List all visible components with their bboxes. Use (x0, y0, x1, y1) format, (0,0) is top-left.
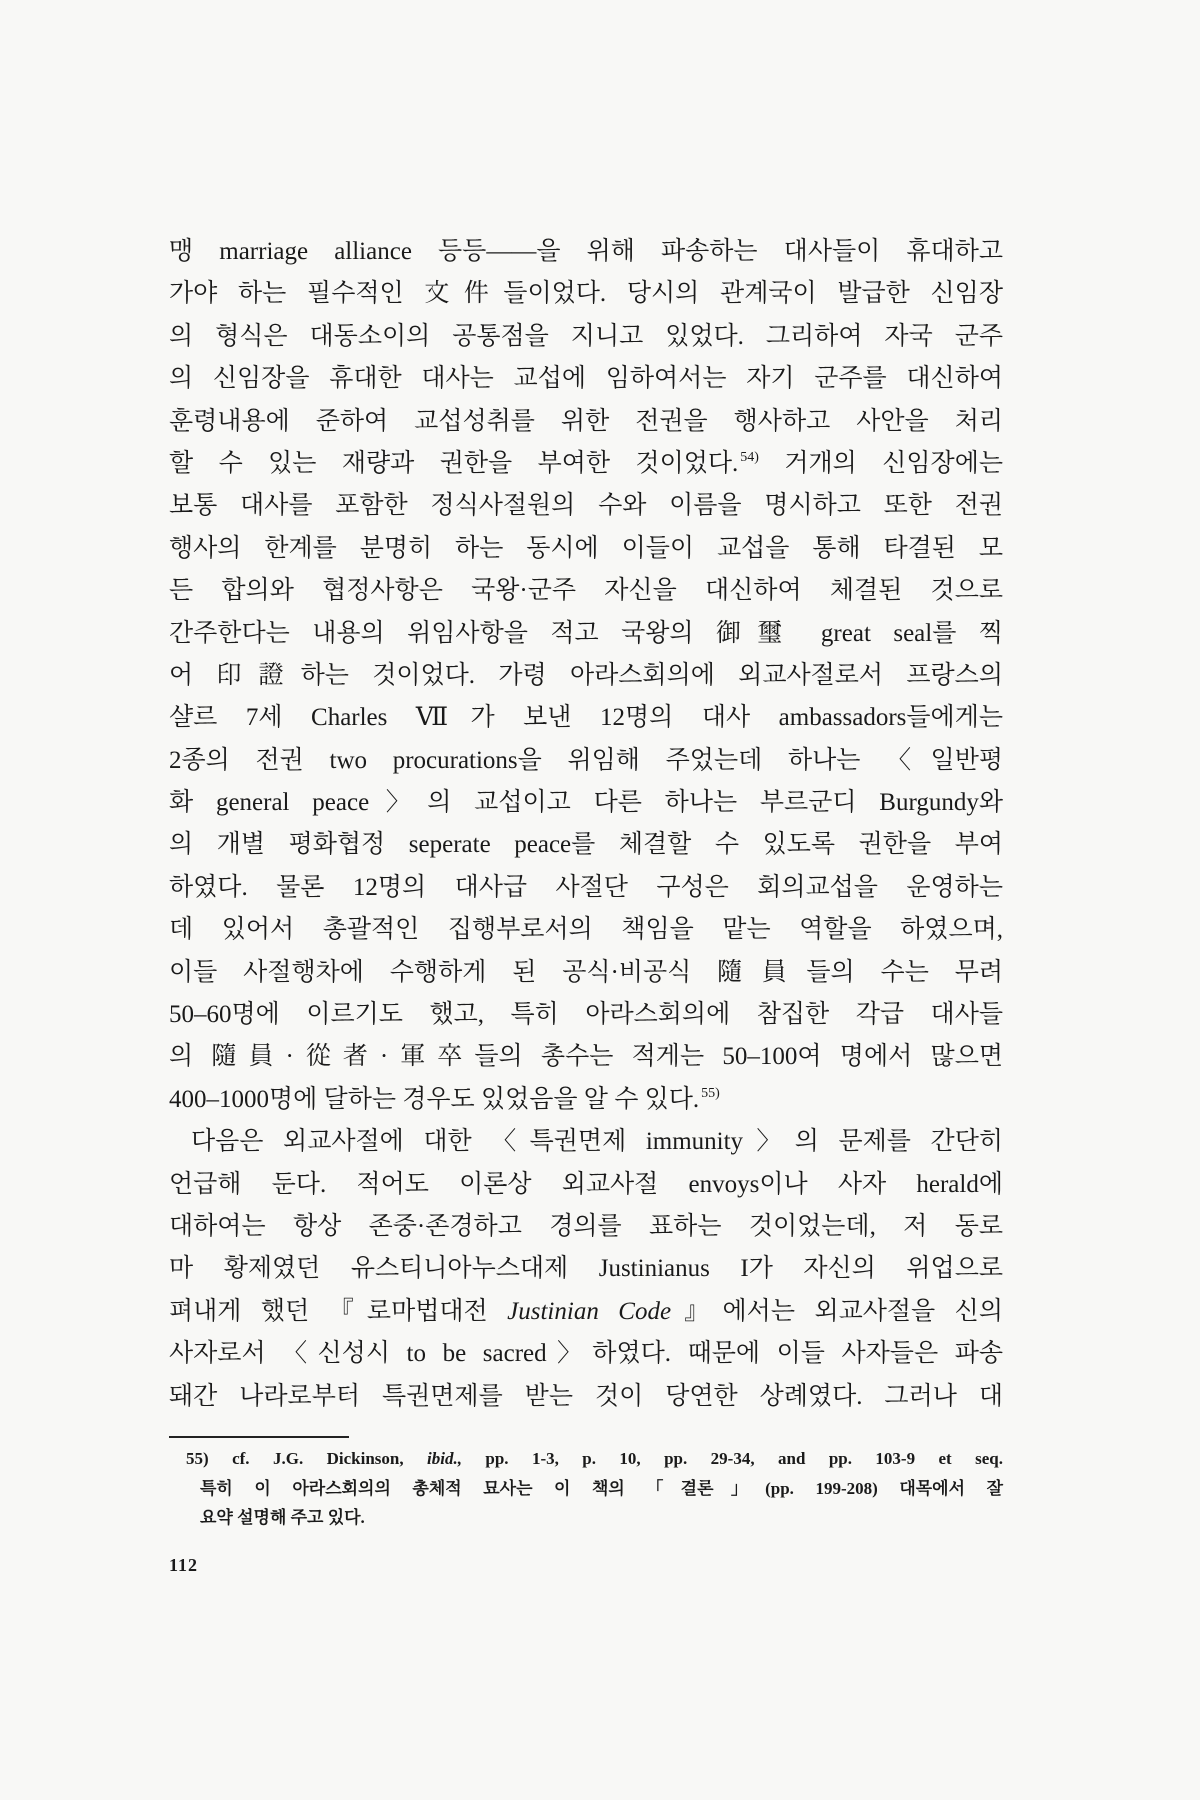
body-line: 대하여는 항상 존중·존경하고 경의를 표하는 것이었는데, 저 동로 (169, 1212, 1003, 1240)
body-line: 의 신임장을 휴대한 대사는 교섭에 임하여서는 자기 군주를 대신하여 (169, 365, 1003, 393)
body-line: 마 황제였던 유스티니아누스대제 Justinianus I가 자신의 위업으로 (169, 1255, 1003, 1283)
body-line: 보통 대사를 포함한 정식사절원의 수와 이름을 명시하고 또한 전권 (169, 492, 1003, 520)
italic-title: Justinian Code (507, 1297, 672, 1325)
line-text: 400–1000명에 달하는 경우도 있었음을 알 수 있다. (169, 1085, 700, 1113)
footnote-italic: ibid., (427, 1449, 462, 1468)
body-line: 언급해 둔다. 적어도 이론상 외교사절 envoys이나 사자 herald에 (169, 1170, 1003, 1198)
line-text: 』에서는 외교사절을 신의 (671, 1297, 1003, 1325)
footnote-ref: 55) (701, 1085, 720, 1101)
line-text: 펴내게 했던 『로마법대전 (169, 1297, 508, 1325)
body-line: 의 隨員·從者·軍卒들의 총수는 적게는 50–100여 명에서 많으면 (169, 1043, 1003, 1071)
body-line (169, 1079, 1003, 1121)
body-line: 어 印證하는 것이었다. 가령 아라스회의에 외교사절로서 프랑스의 (169, 661, 1003, 689)
body-line: 돼간 나라로부터 특권면제를 받는 것이 당연한 상례였다. 그러나 대 (169, 1382, 1003, 1410)
footnote-line: 요약 설명해 주고 있다. (200, 1508, 365, 1527)
body-line: 이들 사절행차에 수행하게 된 공식·비공식 隨員들의 수는 무려 (169, 958, 1003, 986)
body-text (169, 231, 1003, 1418)
footnote-rule (169, 1436, 349, 1438)
body-line: 맹 marriage alliance 등등——을 위해 파송하는 대사들이 휴대하고 (169, 238, 1003, 265)
footnote-text: pp. 1-3, p. 10, pp. 29-34, and pp. 103-9 et seq. (461, 1449, 1003, 1468)
paragraph (169, 1121, 1003, 1418)
body-line (169, 1291, 1003, 1333)
body-line: 의 형식은 대동소이의 공통점을 지니고 있었다. 그리하여 자국 군주 (169, 322, 1003, 350)
body-line: 2종의 전권 two procurations을 위임해 주었는데 하나는 〈일반평 (169, 746, 1003, 774)
body-line: 사자로서 〈신성시 to be sacred〉하였다. 때문에 이들 사자들은 파송 (169, 1340, 1003, 1368)
footnote-text: cf. J.G. Dickinson, (208, 1449, 428, 1468)
body-line: 다음은 외교사절에 대한 〈특권면제 immunity〉의 문제를 간단히 (191, 1128, 1003, 1156)
body-line: 가야 하는 필수적인 文件들이었다. 당시의 관계국이 발급한 신임장 (169, 280, 1003, 308)
line-text: 할 수 있는 재량과 권한을 부여한 것이었다. (169, 449, 739, 477)
body-line: 화 general peace〉의 교섭이고 다른 하나는 부르군디 Burgundy와 (169, 789, 1003, 817)
body-line: 의 개별 평화협정 seperate peace를 체결할 수 있도록 권한을 부여 (169, 831, 1003, 859)
footnote-ref: 54) (740, 449, 759, 465)
body-line: 훈령내용에 준하여 교섭성취를 위한 전권을 행사하고 사안을 처리 (169, 407, 1003, 435)
body-line: 간주한다는 내용의 위임사항을 적고 국왕의 御璽 great seal를 찍 (169, 619, 1003, 647)
page-number: 112 (169, 1555, 199, 1575)
footnote-line: 특히 이 아라스회의의 총체적 묘사는 이 책의 「결론」(pp. 199-208) 대목에서 잘 (200, 1478, 1003, 1498)
body-line: 데 있어서 총괄적인 집행부로서의 책임을 맡는 역할을 하였으며, (169, 916, 1003, 944)
body-line (169, 443, 1003, 485)
footnote (186, 1444, 1003, 1533)
body-line: 50–60명에 이르기도 했고, 특히 아라스회의에 참집한 각급 대사들 (169, 1001, 1003, 1029)
line-text: 거개의 신임장에는 (758, 449, 1003, 477)
body-line: 행사의 한계를 분명히 하는 동시에 이들이 교섭을 통해 타결된 모 (169, 534, 1003, 562)
footnote-number: 55) (186, 1449, 209, 1468)
body-line: 샬르 7세 Charles Ⅶ가 보낸 12명의 대사 ambassadors들에게는 (169, 704, 1003, 732)
paragraph (169, 231, 1003, 1121)
body-line: 든 합의와 협정사항은 국왕·군주 자신을 대신하여 체결된 것으로 (169, 577, 1003, 605)
footnote-line (186, 1444, 1003, 1474)
body-line: 하였다. 물론 12명의 대사급 사절단 구성은 회의교섭을 운영하는 (169, 873, 1003, 901)
